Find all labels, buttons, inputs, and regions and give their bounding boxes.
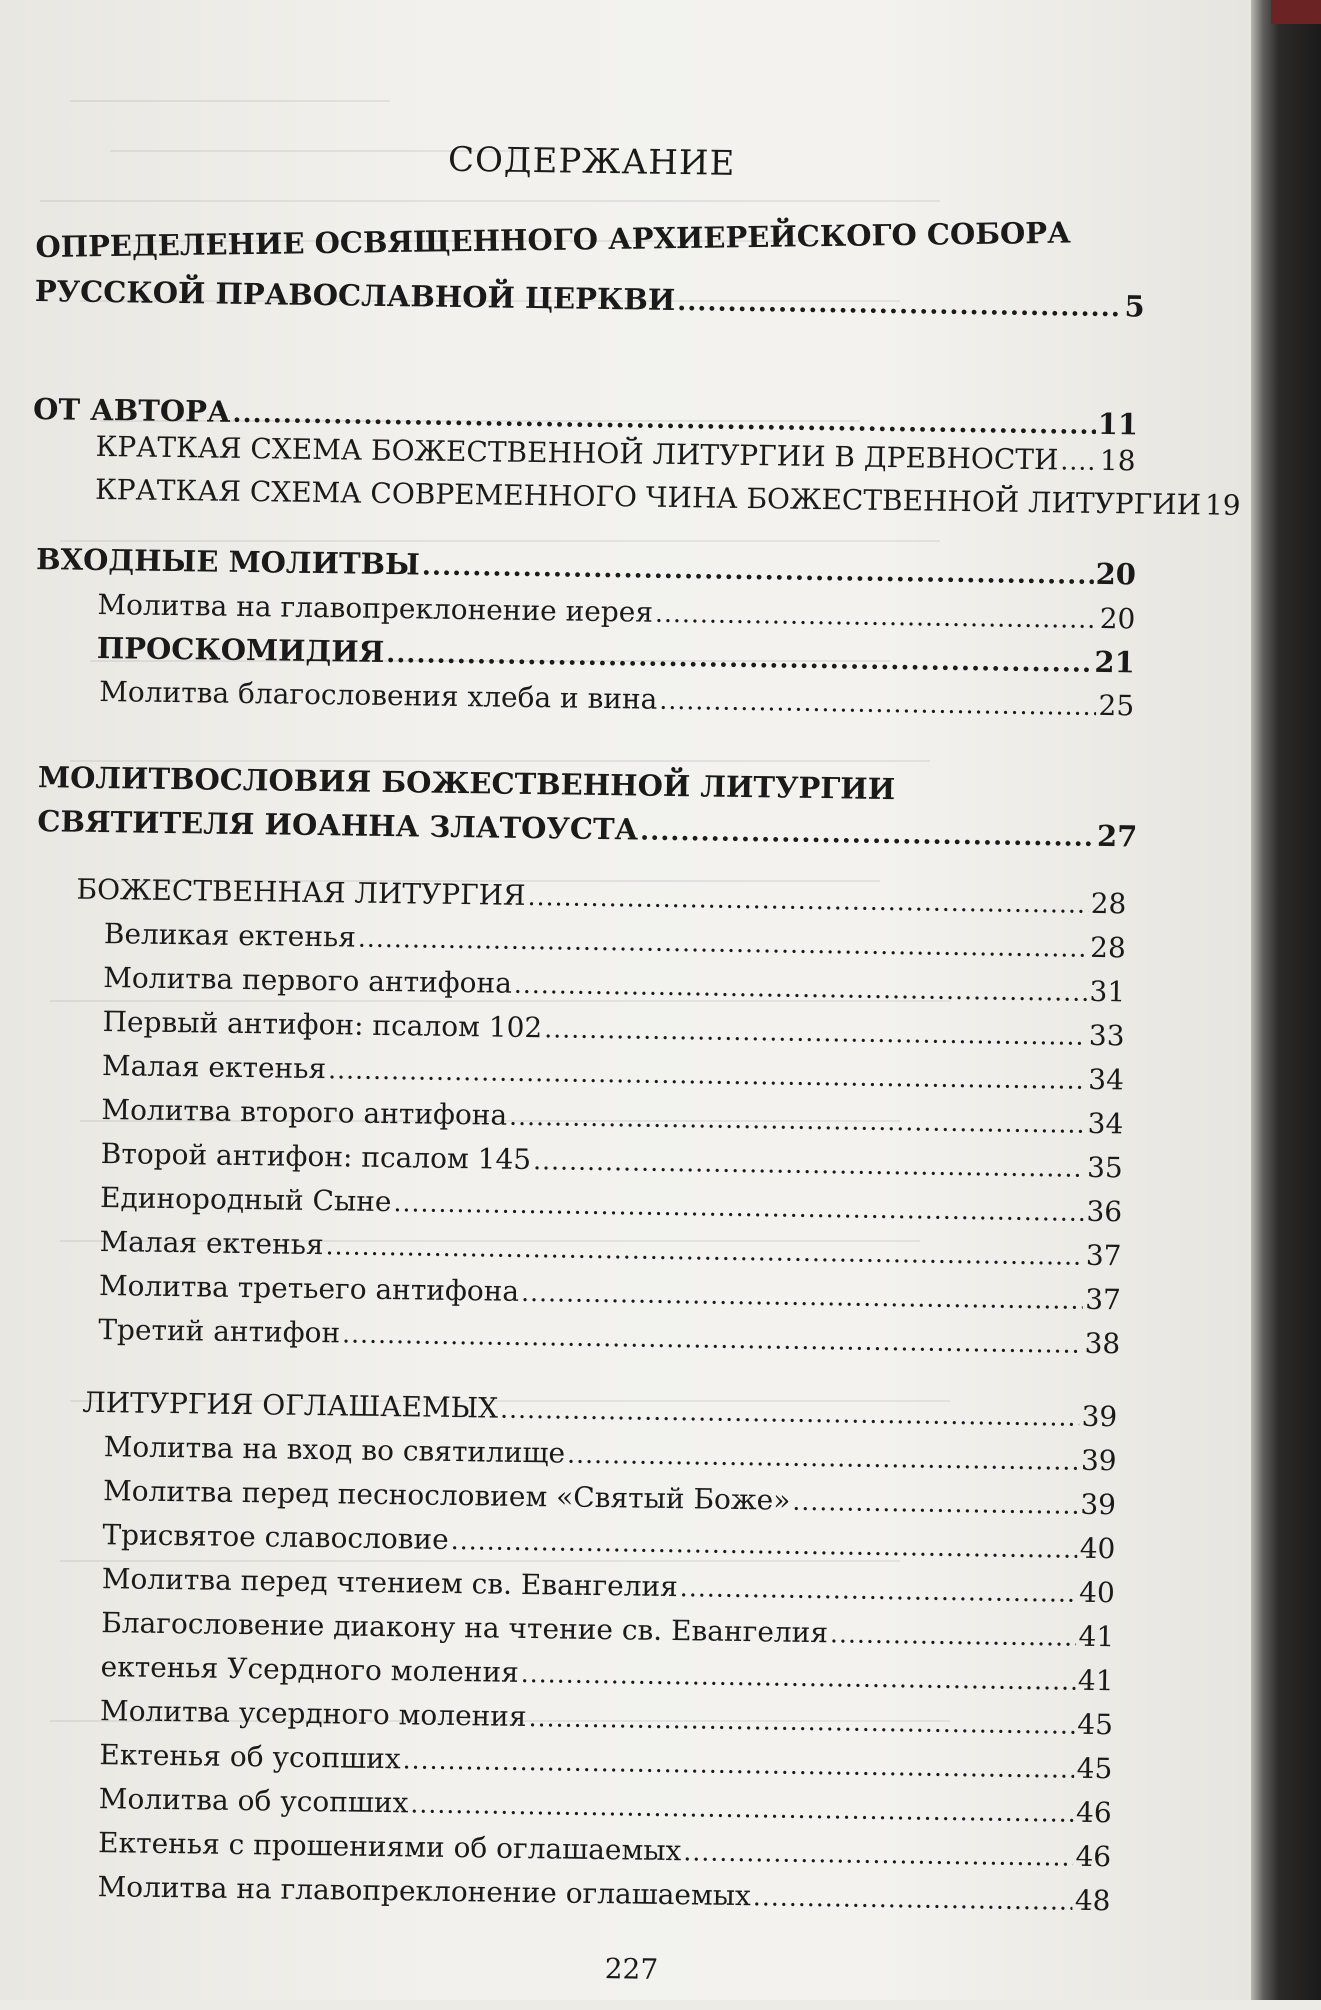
toc-entry-title: Третий антифон	[98, 1313, 340, 1349]
toc-entry	[103, 1474, 1116, 1521]
toc-entry	[102, 1562, 1115, 1609]
toc-entry-page: 11	[1097, 407, 1138, 442]
toc-entry-title: Великая ектенья	[104, 917, 356, 954]
toc-entry-page: 46	[1076, 1796, 1112, 1829]
toc-leader-dots	[640, 816, 1095, 853]
toc-leader-dots	[509, 1102, 1086, 1139]
toc-entry-page: 31	[1089, 975, 1125, 1008]
toc-entry-page: 39	[1081, 1444, 1117, 1477]
toc-entry-page: 38	[1084, 1327, 1120, 1360]
toc-entry-title: Малая ектенья	[99, 1225, 324, 1261]
toc-entry	[100, 1650, 1113, 1697]
toc-entry-title: ектенья Усердного моления	[100, 1650, 519, 1689]
toc-leader-dots	[544, 1014, 1087, 1051]
toc-leader-dots	[325, 1231, 1084, 1271]
toc-entry	[95, 473, 1135, 521]
toc-entry-title: Молитва благословения хлеба и вина	[99, 675, 658, 716]
toc-leader-dots	[659, 686, 1097, 721]
toc-leader-dots	[567, 1440, 1079, 1476]
toc-entry-title: КРАТКАЯ СХЕМА СОВРЕМЕННОГО ЧИНА БОЖЕСТВЕННОЙ ЛИТУРГИИ	[95, 473, 1201, 521]
toc-leader-dots	[683, 1837, 1074, 1871]
toc-entry-title: КРАТКАЯ СХЕМА БОЖЕСТВЕННОЙ ЛИТУРГИИ В ДРЕВНОСТИ	[95, 430, 1058, 476]
toc-entry-title: Благословение диакону на чтение св. Евангелия	[101, 1606, 828, 1649]
toc-entry	[101, 1137, 1123, 1184]
toc-entry-page: 34	[1088, 1063, 1124, 1096]
toc-entry-page: 48	[1075, 1884, 1111, 1917]
toc-entry-title: Молитва на главопреклонение оглашаемых	[97, 1870, 751, 1912]
toc-entry	[103, 961, 1125, 1008]
toc-entry-title: Молитва второго антифона	[101, 1093, 507, 1132]
toc-entry	[98, 1313, 1120, 1360]
toc-entry-title: ОТ АВТОРА	[33, 392, 231, 429]
toc-entry-title: Первый антифон: псалом 102	[102, 1005, 542, 1044]
toc-entry	[100, 1694, 1113, 1741]
toc-entry-title: Второй антифон: псалом 145	[101, 1137, 532, 1176]
toc-entry-title: Ектенья с прошениями об оглашаемых	[98, 1826, 682, 1867]
toc-leader-dots	[451, 1526, 1078, 1564]
toc-leader-dots	[386, 638, 1093, 679]
toc-entry	[97, 1870, 1110, 1917]
toc-leader-dots	[655, 599, 1098, 634]
toc-entry-page: 35	[1087, 1151, 1123, 1184]
toc-entry-title: БОЖЕСТВЕННАЯ ЛИТУРГИЯ	[76, 873, 526, 912]
toc-leader-dots	[521, 1278, 1084, 1315]
toc-leader-dots	[830, 1619, 1077, 1651]
toc-entry	[101, 1093, 1123, 1140]
toc-entry-page: 28	[1091, 887, 1127, 920]
toc-leader-dots	[792, 1487, 1078, 1520]
toc-entry-title: Молитва перед чтением св. Евангелия	[102, 1562, 678, 1603]
toc-entry-title: Молитва третьего антифона	[99, 1269, 520, 1308]
toc-entry-page: 46	[1075, 1840, 1111, 1873]
toc-entry	[37, 804, 1137, 853]
toc-leader-dots	[677, 286, 1123, 323]
toc-entry-title: РУССКОЙ ПРАВОСЛАВНОЙ ЦЕРКВИ	[35, 274, 676, 317]
toc-entry	[35, 274, 1145, 323]
toc-entry-title: Молитва первого антифона	[103, 961, 512, 1000]
toc-entry-title: СВЯТИТЕЛЯ ИОАННА ЗЛАТОУСТА	[37, 804, 638, 846]
toc-entry	[99, 1225, 1121, 1272]
toc-entry-page: 20	[1100, 602, 1136, 635]
toc-leader-dots	[422, 550, 1094, 590]
toc-entry	[102, 1005, 1124, 1052]
toc-entry-page: 27	[1097, 819, 1138, 854]
toc-entry-title: ВХОДНЫЕ МОЛИТВЫ	[36, 542, 420, 581]
toc-entry-title: Трисвятое славословие	[102, 1518, 449, 1556]
toc-entry-page: 25	[1098, 689, 1134, 722]
toc-entry	[82, 1386, 1117, 1433]
toc-leader-dots	[328, 1055, 1087, 1095]
toc-entry-page: 33	[1089, 1019, 1125, 1052]
book-edge	[1251, 0, 1321, 2000]
toc-entry	[102, 1049, 1124, 1096]
toc-entry-title: Молитва усердного моления	[100, 1694, 527, 1733]
toc-entry-title: Единородный Сыне	[100, 1181, 392, 1218]
toc-entry	[102, 1518, 1115, 1565]
toc-entry	[99, 1269, 1121, 1316]
toc-entry	[97, 588, 1135, 635]
toc-entry	[104, 917, 1126, 964]
toc-entry-title: Малая ектенья	[102, 1049, 327, 1085]
toc-leader-dots	[514, 970, 1088, 1007]
toc-leader-dots	[527, 882, 1089, 919]
toc-leader-dots	[528, 1703, 1075, 1740]
toc-leader-dots	[1060, 446, 1098, 476]
toc-leader-dots	[533, 1146, 1085, 1183]
toc-entry-page: 36	[1086, 1195, 1122, 1228]
toc-entry-title: Молитва на вход во святилище	[103, 1430, 565, 1469]
toc-entry	[99, 1782, 1112, 1829]
toc-entry-page: 41	[1078, 1664, 1114, 1697]
toc-entry-page: 28	[1090, 931, 1126, 964]
toc-entry-page: 19	[1205, 488, 1241, 521]
toc-entry-page: 40	[1080, 1532, 1116, 1565]
toc-entry	[100, 1181, 1122, 1228]
toc-leader-dots	[753, 1882, 1073, 1915]
toc-entry-page: 39	[1080, 1488, 1116, 1521]
toc-entry	[101, 1606, 1114, 1653]
toc-entry-page: 45	[1076, 1752, 1112, 1785]
toc-leader-dots	[358, 924, 1089, 963]
page-number: 227	[0, 1944, 1277, 1995]
toc-entry-title: ЛИТУРГИЯ ОГЛАШАЕМЫХ	[82, 1386, 498, 1425]
toc-leader-dots	[680, 1573, 1078, 1608]
toc-entry	[97, 631, 1135, 679]
toc-entry	[99, 675, 1134, 722]
toc-leader-dots	[402, 1745, 1074, 1783]
toc-entry-page: 34	[1087, 1107, 1123, 1140]
toc-entry-page: 21	[1094, 645, 1135, 680]
toc-entry-page: 45	[1077, 1708, 1113, 1741]
toc-entry-title: Молитва об усопших	[99, 1782, 409, 1819]
toc-entry	[36, 542, 1136, 591]
toc-entry-page: 5	[1124, 289, 1145, 323]
toc-entry-title: Ектенья об усопших	[99, 1738, 401, 1775]
toc-leader-dots	[500, 1395, 1080, 1432]
toc-entry-page: 37	[1086, 1239, 1122, 1272]
toc-heading: СОДЕРЖАНИЕ	[11, 134, 1171, 190]
toc-entry	[76, 873, 1126, 921]
toc-entry-title: Молитва перед песнословием «Святый Боже»	[103, 1474, 791, 1517]
toc-leader-dots	[342, 1319, 1083, 1358]
toc-leader-dots	[393, 1188, 1084, 1227]
toc-entry-page: 40	[1079, 1576, 1115, 1609]
toc-entry-page: 37	[1085, 1283, 1121, 1316]
toc-entry-page: 39	[1081, 1400, 1117, 1433]
toc-entry-line1: ОПРЕДЕЛЕНИЕ ОСВЯЩЕННОГО АРХИЕРЕЙСКОГО СОБОРА	[35, 216, 1071, 264]
toc-entry	[98, 1826, 1111, 1873]
toc-leader-dots	[521, 1659, 1077, 1696]
toc-leader-dots	[410, 1789, 1074, 1827]
toc-entry-page: 20	[1095, 557, 1136, 592]
toc-entry-page: 18	[1100, 444, 1136, 477]
toc-entry-line1: МОЛИТВОСЛОВИЯ БОЖЕСТВЕННОЙ ЛИТУРГИИ	[38, 760, 896, 806]
toc-entry	[103, 1430, 1116, 1477]
toc-entry-title: ПРОСКОМИДИЯ	[97, 631, 385, 669]
toc-entry	[99, 1738, 1112, 1785]
toc-entry-page: 41	[1078, 1620, 1114, 1653]
toc-entry-title: Молитва на главопреклонение иерея	[97, 588, 653, 629]
